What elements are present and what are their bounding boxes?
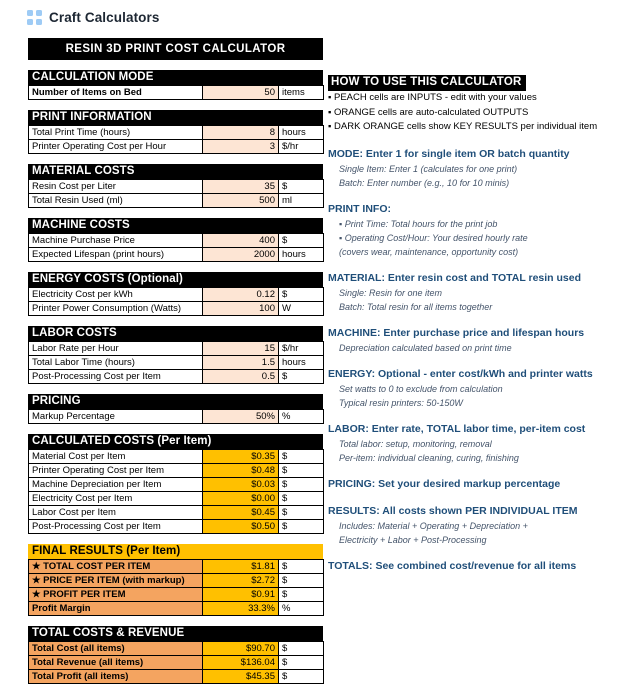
row-label: Machine Depreciation per Item <box>29 478 203 492</box>
sheet-section <box>28 326 323 384</box>
output-cell: $45.35 <box>203 670 279 684</box>
unit-cell: $ <box>279 670 324 684</box>
unit-cell: $ <box>279 574 324 588</box>
table-row <box>29 574 324 588</box>
table-row <box>29 356 324 370</box>
unit-cell: $ <box>279 180 324 194</box>
table-row <box>29 180 324 194</box>
table-row <box>29 520 324 534</box>
help-group-line: (covers wear, maintenance, opportunity cost) <box>339 246 519 257</box>
unit-cell: W <box>279 302 324 316</box>
page-title: RESIN 3D PRINT COST CALCULATOR <box>28 38 323 60</box>
sheet-section <box>28 434 323 534</box>
brand-title: Craft Calculators <box>49 9 160 25</box>
input-cell[interactable]: 500 <box>203 194 279 208</box>
input-cell[interactable]: 50% <box>203 410 279 424</box>
help-group-line: Single Item: Enter 1 (calculates for one print) <box>339 163 518 174</box>
sheet-section <box>28 110 323 154</box>
sheet-section <box>28 218 323 262</box>
input-cell[interactable]: 100 <box>203 302 279 316</box>
section-table <box>28 559 324 616</box>
table-row <box>29 248 324 262</box>
table-row <box>29 288 324 302</box>
table-row <box>29 194 324 208</box>
table-row <box>29 602 324 616</box>
grid-2x2-icon <box>27 10 42 25</box>
unit-cell: hours <box>279 356 324 370</box>
help-bullet: ▪ PEACH cells are INPUTS - edit with your values <box>328 92 537 103</box>
help-group-line: Electricity + Labor + Post-Processing <box>339 534 487 545</box>
row-label: Printer Operating Cost per Hour <box>29 140 203 154</box>
row-label: Machine Purchase Price <box>29 234 203 248</box>
input-cell[interactable]: 400 <box>203 234 279 248</box>
table-row <box>29 342 324 356</box>
output-cell: $0.03 <box>203 478 279 492</box>
table-row <box>29 370 324 384</box>
row-label: Total Print Time (hours) <box>29 126 203 140</box>
section-table <box>28 409 324 424</box>
unit-cell: items <box>279 86 324 100</box>
sections-container <box>28 70 323 684</box>
input-cell[interactable]: 8 <box>203 126 279 140</box>
help-group-title: MODE: Enter 1 for single item OR batch quantity <box>328 147 570 160</box>
sheet-section <box>28 272 323 316</box>
output-cell: $0.48 <box>203 464 279 478</box>
help-group-line: Includes: Material + Operating + Depreciation + <box>339 520 528 531</box>
unit-cell: $ <box>279 492 324 506</box>
help-spacer <box>328 410 643 421</box>
table-row <box>29 656 324 670</box>
help-spacer <box>328 314 643 325</box>
section-table <box>28 179 324 208</box>
help-spacer <box>328 259 643 270</box>
output-cell: $0.50 <box>203 520 279 534</box>
unit-cell: $/hr <box>279 342 324 356</box>
sheet-section <box>28 164 323 208</box>
unit-cell: $ <box>279 588 324 602</box>
help-group-title: MATERIAL: Enter resin cost and TOTAL resin used <box>328 271 582 284</box>
section-heading: LABOR COSTS <box>28 326 323 341</box>
row-label: Labor Cost per Item <box>29 506 203 520</box>
help-group-line: Batch: Enter number (e.g., 10 for 10 minis) <box>339 177 510 188</box>
input-cell[interactable]: 3 <box>203 140 279 154</box>
help-spacer <box>328 355 643 366</box>
input-cell[interactable]: 1.5 <box>203 356 279 370</box>
table-row <box>29 234 324 248</box>
unit-cell: $ <box>279 478 324 492</box>
output-cell: $0.91 <box>203 588 279 602</box>
row-label: Total Profit (all items) <box>29 670 203 684</box>
section-heading: PRICING <box>28 394 323 409</box>
unit-cell: $ <box>279 520 324 534</box>
sheet-section <box>28 626 323 684</box>
row-label: Markup Percentage <box>29 410 203 424</box>
output-cell: $0.35 <box>203 450 279 464</box>
row-label: Electricity Cost per Item <box>29 492 203 506</box>
output-cell: $136.04 <box>203 656 279 670</box>
input-cell[interactable]: 15 <box>203 342 279 356</box>
table-row <box>29 506 324 520</box>
help-group-title: TOTALS: See combined cost/revenue for all items <box>328 559 577 572</box>
table-row <box>29 450 324 464</box>
row-label: ★ PRICE PER ITEM (with markup) <box>29 574 203 588</box>
help-bullet: ▪ ORANGE cells are auto-calculated OUTPUTS <box>328 106 529 118</box>
row-label: Number of Items on Bed <box>29 86 203 100</box>
section-table <box>28 341 324 384</box>
row-label: Expected Lifespan (print hours) <box>29 248 203 262</box>
row-label: Total Resin Used (ml) <box>29 194 203 208</box>
row-label: Total Labor Time (hours) <box>29 356 203 370</box>
calculator-sheet <box>28 38 323 684</box>
unit-cell: hours <box>279 126 324 140</box>
row-label: ★ TOTAL COST PER ITEM <box>29 560 203 574</box>
section-heading: FINAL RESULTS (Per Item) <box>28 544 323 559</box>
section-table <box>28 125 324 154</box>
table-row <box>29 410 324 424</box>
row-label: Post-Processing Cost per Item <box>29 520 203 534</box>
help-group-line: Batch: Total resin for all items together <box>339 301 493 312</box>
help-group-line: Total labor: setup, monitoring, removal <box>339 438 492 449</box>
row-label: Total Cost (all items) <box>29 642 203 656</box>
row-label: Electricity Cost per kWh <box>29 288 203 302</box>
table-row <box>29 670 324 684</box>
help-group-line: Per-item: individual cleaning, curing, finishing <box>339 452 519 463</box>
row-label: Post-Processing Cost per Item <box>29 370 203 384</box>
help-spacer <box>328 465 643 476</box>
help-bullet: ▪ DARK ORANGE cells show KEY RESULTS per individual item <box>328 121 598 132</box>
row-label: Resin Cost per Liter <box>29 180 203 194</box>
unit-cell: $ <box>279 234 324 248</box>
table-row <box>29 560 324 574</box>
help-group-title: PRINT INFO: <box>328 202 391 215</box>
table-row <box>29 464 324 478</box>
app-brand <box>27 7 159 27</box>
help-group-title: ENERGY: Optional - enter cost/kWh and printer watts <box>328 367 593 380</box>
section-table <box>28 449 324 534</box>
row-label: Material Cost per Item <box>29 450 203 464</box>
row-label: Profit Margin <box>29 602 203 616</box>
output-cell: $90.70 <box>203 642 279 656</box>
table-row <box>29 126 324 140</box>
unit-cell: $ <box>279 464 324 478</box>
row-label: Printer Power Consumption (Watts) <box>29 302 203 316</box>
section-heading: CALCULATION MODE <box>28 70 323 85</box>
section-heading: MACHINE COSTS <box>28 218 323 233</box>
help-group-title: PRICING: Set your desired markup percentage <box>328 477 561 490</box>
unit-cell: $ <box>279 450 324 464</box>
row-label: Printer Operating Cost per Item <box>29 464 203 478</box>
input-cell[interactable]: 35 <box>203 180 279 194</box>
help-bullets <box>328 91 643 135</box>
output-cell: $0.45 <box>203 506 279 520</box>
help-group-line: ▪ Operating Cost/Hour: Your desired hourly rate <box>339 232 528 243</box>
sheet-section <box>28 394 323 424</box>
unit-cell: ml <box>279 194 324 208</box>
row-label: Labor Rate per Hour <box>29 342 203 356</box>
section-table <box>28 85 324 100</box>
row-label: ★ PROFIT PER ITEM <box>29 588 203 602</box>
help-spacer <box>328 492 643 503</box>
help-group-title: RESULTS: All costs shown PER INDIVIDUAL ITEM <box>328 504 578 517</box>
section-table <box>28 641 324 684</box>
section-heading: ENERGY COSTS (Optional) <box>28 272 323 287</box>
section-heading: PRINT INFORMATION <box>28 110 323 125</box>
section-table <box>28 287 324 316</box>
input-cell[interactable]: 0.12 <box>203 288 279 302</box>
table-row <box>29 642 324 656</box>
section-table <box>28 233 324 262</box>
unit-cell: $ <box>279 288 324 302</box>
help-group-line: ▪ Print Time: Total hours for the print job <box>339 218 498 229</box>
output-cell: $2.72 <box>203 574 279 588</box>
table-row <box>29 492 324 506</box>
help-panel-heading: HOW TO USE THIS CALCULATOR <box>328 75 526 91</box>
input-cell[interactable]: 2000 <box>203 248 279 262</box>
table-row <box>29 302 324 316</box>
table-row <box>29 588 324 602</box>
sheet-section <box>28 544 323 616</box>
help-groups <box>328 135 643 573</box>
table-row <box>29 140 324 154</box>
output-cell: $1.81 <box>203 560 279 574</box>
unit-cell: $ <box>279 642 324 656</box>
unit-cell: $ <box>279 560 324 574</box>
help-spacer <box>328 190 643 201</box>
output-cell: 33.3% <box>203 602 279 616</box>
unit-cell: $ <box>279 506 324 520</box>
help-group-line: Depreciation calculated based on print time <box>339 342 512 353</box>
section-heading: TOTAL COSTS & REVENUE <box>28 626 323 641</box>
row-label: Total Revenue (all items) <box>29 656 203 670</box>
section-heading: CALCULATED COSTS (Per Item) <box>28 434 323 449</box>
input-cell[interactable]: 50 <box>203 86 279 100</box>
help-group-line: Single: Resin for one item <box>339 287 443 298</box>
output-cell: $0.00 <box>203 492 279 506</box>
help-group-title: MACHINE: Enter purchase price and lifespan hours <box>328 326 585 339</box>
unit-cell: % <box>279 602 324 616</box>
unit-cell: $ <box>279 370 324 384</box>
help-panel <box>328 72 643 572</box>
table-row <box>29 478 324 492</box>
unit-cell: $/hr <box>279 140 324 154</box>
section-heading: MATERIAL COSTS <box>28 164 323 179</box>
input-cell[interactable]: 0.5 <box>203 370 279 384</box>
help-spacer <box>328 547 643 558</box>
help-group-line: Typical resin printers: 50-150W <box>339 397 463 408</box>
help-spacer <box>328 135 643 146</box>
help-group-line: Set watts to 0 to exclude from calculation <box>339 383 503 394</box>
unit-cell: $ <box>279 656 324 670</box>
sheet-section <box>28 70 323 100</box>
unit-cell: hours <box>279 248 324 262</box>
table-row <box>29 86 324 100</box>
help-group-title: LABOR: Enter rate, TOTAL labor time, per-item cost <box>328 422 586 435</box>
unit-cell: % <box>279 410 324 424</box>
